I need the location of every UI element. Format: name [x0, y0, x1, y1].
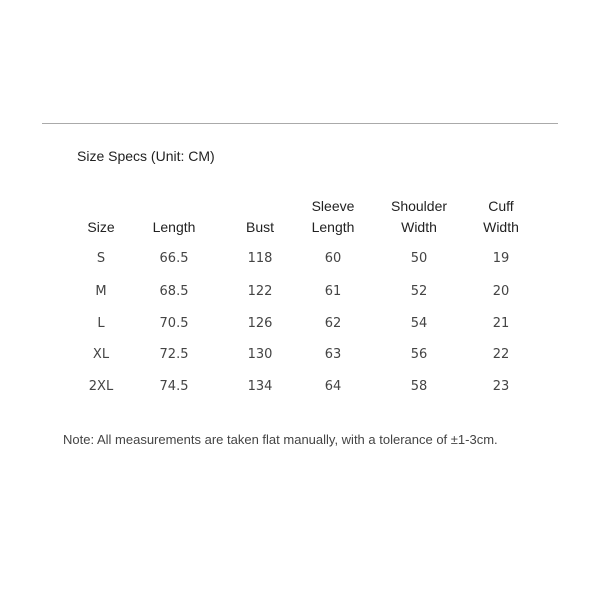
column-header-line: Bust: [245, 219, 275, 235]
table-cell-shoulder: 56: [410, 347, 428, 362]
table-cell-length: 74.5: [159, 379, 189, 394]
table-cell-bust: 130: [247, 347, 273, 362]
table-cell-length: 70.5: [159, 316, 189, 331]
table-cell-shoulder: 58: [410, 379, 428, 394]
table-cell-shoulder: 52: [410, 284, 428, 299]
table-cell-cuff: 19: [492, 251, 510, 266]
table-cell-size: L: [97, 316, 105, 331]
table-cell-length: 66.5: [159, 251, 189, 266]
column-header-line: Shoulder: [390, 198, 448, 214]
column-header-size: [87, 217, 114, 238]
table-cell-size: M: [95, 284, 107, 299]
table-cell-bust: 122: [247, 284, 273, 299]
page-title: Size Specs (Unit: CM): [77, 148, 215, 164]
table-cell-bust: 126: [247, 316, 273, 331]
table-cell-size: S: [96, 251, 106, 266]
table-cell-sleeve: 62: [324, 316, 342, 331]
table-cell-sleeve: 61: [324, 284, 342, 299]
table-cell-shoulder: 54: [410, 316, 428, 331]
table-cell-cuff: 21: [492, 316, 510, 331]
column-header-line: Length: [152, 219, 196, 235]
column-header-length: [153, 217, 196, 238]
column-header-cuff: [483, 196, 519, 238]
table-cell-cuff: 23: [492, 379, 510, 394]
tolerance-note: Note: All measurements are taken flat manually, with a tolerance of ±1-3cm.: [63, 432, 498, 447]
column-header-line: Width: [483, 219, 519, 235]
table-cell-sleeve: 60: [324, 251, 342, 266]
column-header-line: Sleeve: [311, 198, 355, 214]
column-header-shoulder: [391, 196, 447, 238]
column-header-sleeve: [312, 196, 355, 238]
column-header-bust: [246, 217, 274, 238]
table-cell-length: 72.5: [159, 347, 189, 362]
column-header-line: Width: [401, 219, 437, 235]
table-cell-shoulder: 50: [410, 251, 428, 266]
top-divider: [42, 123, 558, 124]
column-header-line: Cuff: [488, 198, 514, 214]
column-header-line: Length: [311, 219, 355, 235]
column-header-line: Size: [87, 219, 115, 235]
table-cell-size: XL: [92, 347, 110, 362]
table-cell-size: 2XL: [88, 379, 114, 394]
table-cell-cuff: 22: [492, 347, 510, 362]
table-cell-length: 68.5: [159, 284, 189, 299]
table-cell-bust: 134: [247, 379, 273, 394]
table-cell-sleeve: 64: [324, 379, 342, 394]
table-cell-sleeve: 63: [324, 347, 342, 362]
table-cell-bust: 118: [247, 251, 273, 266]
table-cell-cuff: 20: [492, 284, 510, 299]
